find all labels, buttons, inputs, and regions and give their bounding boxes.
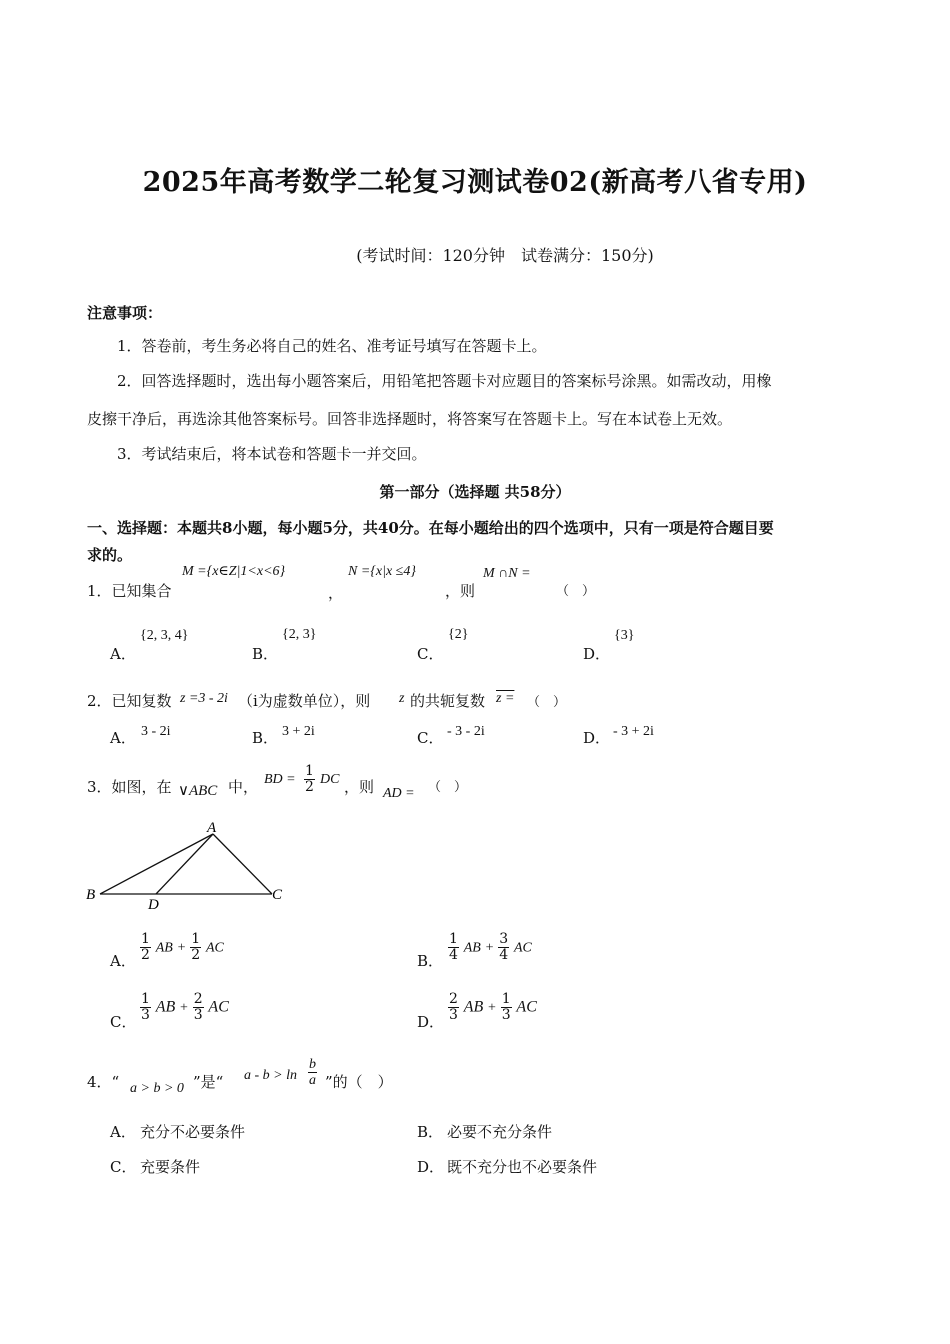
q2-option-d-label[interactable]: D． — [583, 729, 611, 747]
q3-d-op: + — [488, 1000, 496, 1016]
q3-option-a-expr[interactable] — [140, 932, 224, 963]
q3-option-a-label[interactable]: A． — [110, 952, 136, 970]
q1-prefix: 1．已知集合 — [87, 582, 172, 600]
q4-prefix: 4．“ — [87, 1073, 120, 1091]
q1-option-b-label[interactable]: B． — [252, 645, 279, 663]
q1-option-a-label[interactable]: A． — [110, 645, 136, 663]
q3-c-d2: 3 — [193, 1007, 203, 1023]
q2-option-c-label[interactable]: C． — [417, 729, 444, 747]
q2-option-b-value[interactable]: 3 + 2i — [282, 724, 315, 739]
notice-item-3: 3．考试结束后，将本试卷和答题卡一并交回。 — [117, 445, 427, 463]
q1-option-d-label[interactable]: D． — [583, 645, 611, 663]
q4-condition-1: a > b > 0 — [130, 1081, 184, 1096]
q3-b-n2: 3 — [499, 931, 509, 947]
q2-option-d-value[interactable]: - 3 + 2i — [613, 724, 654, 739]
q2-option-a-label[interactable]: A． — [110, 729, 136, 747]
q3-d-d2: 3 — [501, 1007, 511, 1023]
q1-comma: ， — [328, 584, 344, 602]
notice-item-1: 1．答卷前，考生务必将自己的姓名、准考证号填写在答题卡上。 — [117, 337, 547, 355]
q3-triangle: ∨ABC — [178, 783, 218, 799]
page-title: 2025年高考数学二轮复习测试卷02(新高考八省专用) — [142, 167, 808, 198]
q1-option-c-value[interactable]: {2} — [448, 627, 469, 642]
q2-prefix: 2．已知复数 — [87, 692, 172, 710]
q3-half-fraction — [304, 764, 315, 795]
q3-b-op: + — [485, 940, 494, 956]
q3-option-b-expr[interactable] — [448, 932, 532, 963]
q2-conjugate: z = — [496, 691, 515, 706]
q2-middle-text: （i为虚数单位），则 — [238, 692, 371, 710]
q3-dc: DC — [320, 772, 340, 787]
vertex-b-label: B — [86, 887, 96, 903]
q3-option-c-label[interactable]: C． — [110, 1013, 137, 1031]
q1-option-c-label[interactable]: C． — [417, 645, 444, 663]
q3-bd: BD = — [264, 772, 296, 787]
q2-z-var: z — [399, 691, 405, 706]
q3-c-d1: 3 — [141, 1007, 150, 1023]
q3-c-op: + — [180, 1000, 188, 1016]
q3-c-n2: 2 — [193, 991, 203, 1007]
q1-expression: M ∩N = — [483, 566, 531, 581]
q3-b-d1: 4 — [449, 947, 458, 963]
q1-option-a-value[interactable]: {2, 3, 4} — [140, 628, 189, 643]
q3-b-v2: AC — [513, 940, 532, 956]
q4-suffix: ”的（ ） — [325, 1073, 393, 1091]
q3-prefix: 3．如图，在 — [87, 778, 172, 796]
q3-in: 中， — [228, 778, 259, 796]
q2-option-c-value[interactable]: - 3 - 2i — [447, 724, 485, 739]
q1-set-m: M ={x∈Z|1<x<6} — [182, 564, 286, 579]
edge-ac — [213, 834, 272, 894]
q3-b-d2: 4 — [499, 947, 509, 963]
q4-fraction — [308, 1057, 317, 1088]
part1-heading: 第一部分（选择题 共58分） — [379, 483, 571, 501]
section1-instructions-line-1: 一、选择题：本题共8小题，每小题5分，共40分。在每小题给出的四个选项中，只有一项是符合题目要 — [87, 519, 774, 537]
q3-d-n1: 2 — [449, 991, 458, 1007]
q1-set-n: N ={x|x ≤4} — [348, 564, 416, 579]
notice-item-2-line-2: 皮擦干净后，再选涂其他答案标号。回答非选择题时，将答案写在答题卡上。写在本试卷上无效。 — [87, 410, 733, 428]
q3-half-den: 2 — [305, 779, 314, 795]
q3-a-d2: 2 — [191, 947, 201, 963]
q3-b-n1: 1 — [449, 931, 458, 947]
q3-option-b-label[interactable]: B． — [417, 952, 444, 970]
notice-item-2-line-1: 2．回答选择题时，选出每小题答案后，用铅笔把答题卡对应题目的答案标号涂黑。如需改动，用橡 — [117, 372, 772, 390]
vertex-a-label: A — [207, 820, 217, 836]
q3-d-v2: AC — [516, 998, 537, 1016]
q2-answer-blank: （ ） — [527, 695, 567, 710]
q4-option-d-label[interactable]: D． — [417, 1158, 445, 1176]
section1-instructions-line-2: 求的。 — [87, 546, 133, 564]
q4-frac-den: a — [309, 1073, 316, 1088]
q3-option-c-expr[interactable] — [140, 992, 229, 1023]
q3-c-n1: 1 — [141, 991, 150, 1007]
q4-option-a-label[interactable]: A． — [110, 1123, 136, 1141]
q4-is: ”是“ — [193, 1073, 224, 1091]
q3-answer-blank: （ ） — [428, 780, 468, 795]
q4-option-c-value[interactable]: 充要条件 — [140, 1158, 201, 1176]
q3-c-v1: AB — [155, 998, 176, 1016]
notice-heading: 注意事项： — [87, 304, 163, 322]
q4-option-d-value[interactable]: 既不充分也不必要条件 — [447, 1158, 598, 1176]
q3-a-op: + — [177, 940, 186, 956]
q3-d-n2: 1 — [501, 991, 511, 1007]
q3-d-d1: 3 — [449, 1007, 458, 1023]
q4-option-c-label[interactable]: C． — [110, 1158, 137, 1176]
q4-option-a-value[interactable]: 充分不必要条件 — [140, 1123, 246, 1141]
q3-a-v2: AC — [205, 940, 224, 956]
q3-triangle-figure — [82, 818, 292, 914]
q3-a-v1: AB — [155, 940, 173, 956]
q3-ad: AD = — [383, 786, 415, 801]
q3-a-d1: 2 — [141, 947, 150, 963]
q3-then: ，则 — [344, 778, 375, 796]
q3-option-d-label[interactable]: D． — [417, 1013, 445, 1031]
q2-complex-z: z =3 - 2i — [180, 691, 228, 706]
q4-frac-num: b — [309, 1057, 316, 1072]
q4-condition-2: a - b > ln — [244, 1068, 297, 1083]
q3-option-d-expr[interactable] — [448, 992, 537, 1023]
q1-option-d-value[interactable]: {3} — [614, 628, 635, 643]
q1-option-b-value[interactable]: {2, 3} — [282, 627, 317, 642]
q2-option-a-value[interactable]: 3 - 2i — [141, 724, 171, 739]
q4-option-b-value[interactable]: 必要不充分条件 — [447, 1123, 553, 1141]
q2-option-b-label[interactable]: B． — [252, 729, 279, 747]
exam-info: (考试时间：120分钟 试卷满分：150分) — [356, 246, 654, 265]
q3-c-v2: AC — [208, 998, 229, 1016]
q4-option-b-label[interactable]: B． — [417, 1123, 444, 1141]
q3-a-n1: 1 — [141, 931, 150, 947]
edge-ba — [100, 834, 213, 894]
q1-then: ，则 — [445, 582, 476, 600]
q3-d-v1: AB — [463, 998, 484, 1016]
q3-b-v1: AB — [463, 940, 481, 956]
q1-answer-blank: （ ） — [556, 584, 596, 599]
q3-half-num: 1 — [305, 763, 314, 779]
vertex-c-label: C — [272, 887, 283, 903]
point-d-label: D — [148, 897, 159, 913]
segment-ad — [156, 834, 213, 894]
q2-suffix: 的共轭复数 — [410, 692, 486, 710]
q3-a-n2: 1 — [191, 931, 201, 947]
